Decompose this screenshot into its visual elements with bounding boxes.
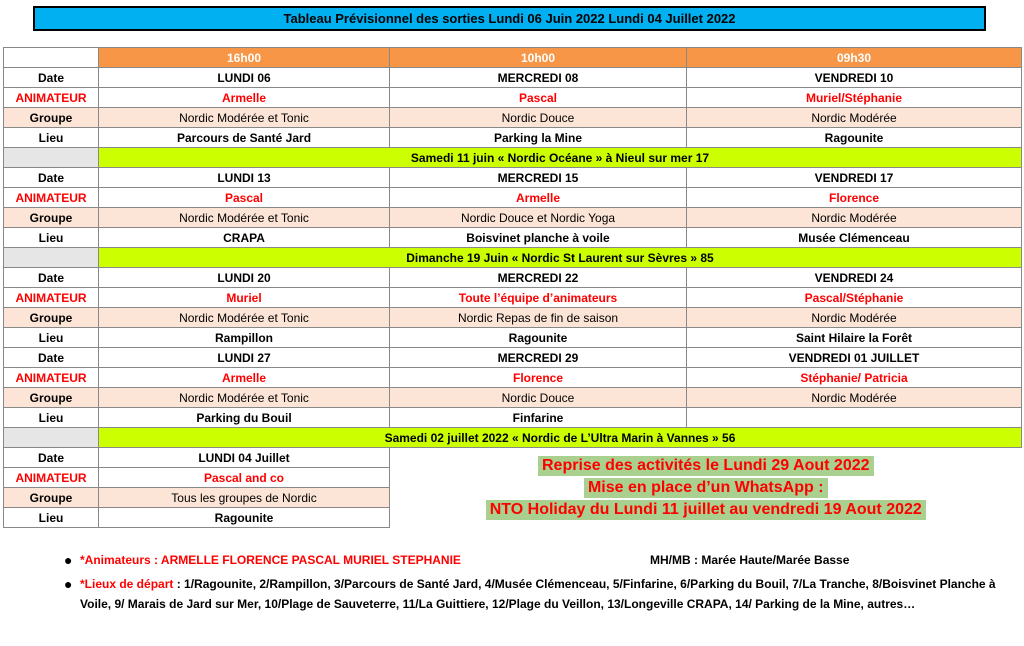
date-cell: MERCREDI 22 [390,268,687,288]
groupe-cell: Nordic Modérée [687,308,1022,328]
animateur-label: ANIMATEUR [4,188,99,208]
lieu-cell: Ragounite [99,508,390,528]
date-row-last [4,448,1022,468]
lieu-label: Lieu [4,128,99,148]
groupe-cell: Nordic Douce et Nordic Yoga [390,208,687,228]
event-cell: Samedi 02 juillet 2022 « Nordic de L’Ultra Marin à Vannes » 56 [99,428,1022,448]
date-cell: VENDREDI 01 JUILLET [687,348,1022,368]
lieux-cell: Rampillon [99,328,390,348]
animateur-label: ANIMATEUR [4,88,99,108]
lieux-cell: Parking la Mine [390,128,687,148]
animateur-cell: Muriel [99,288,390,308]
groupe-label: Groupe [4,488,99,508]
date-cell: LUNDI 06 [99,68,390,88]
event-label-blank [4,428,99,448]
dates-row [4,168,1022,188]
animateur-label: ANIMATEUR [4,288,99,308]
animateur-cell: Armelle [99,368,390,388]
date-label: Date [4,68,99,88]
lieux-cell: Parking du Bouil [99,408,390,428]
groupe-cell: Nordic Repas de fin de saison [390,308,687,328]
announcement-line: NTO Holiday du Lundi 11 juillet au vendredi 19 Aout 2022 [486,500,926,520]
groupes-row [4,388,1022,408]
animateurs-row [4,288,1022,308]
lieu-label: Lieu [4,328,99,348]
groupe-cell: Nordic Modérée et Tonic [99,308,390,328]
lieux-cell: Ragounite [390,328,687,348]
announcement-line: Reprise des activités le Lundi 29 Aout 2022 [538,456,874,476]
bullet-icon: ● [64,552,73,568]
animateurs-row [4,188,1022,208]
event-row [4,428,1022,448]
animateur-cell: Muriel/Stéphanie [687,88,1022,108]
announcement-line: Mise en place d’un WhatsApp : [584,478,828,498]
time-header-row [4,48,1022,68]
groupe-cell: Nordic Modérée et Tonic [99,208,390,228]
date-label: Date [4,348,99,368]
groupe-cell: Nordic Douce [390,108,687,128]
date-cell: VENDREDI 24 [687,268,1022,288]
groupe-cell: Nordic Modérée [687,388,1022,408]
lieux-cell: Boisvinet planche à voile [390,228,687,248]
lieux-cell [687,408,1022,428]
lieux-cell: Ragounite [687,128,1022,148]
date-cell: LUNDI 13 [99,168,390,188]
time-cell: 09h30 [687,48,1022,68]
date-label: Date [4,268,99,288]
event-cell: Dimanche 19 Juin « Nordic St Laurent sur Sèvres » 85 [99,248,1022,268]
groupe-cell: Nordic Modérée et Tonic [99,388,390,408]
animateurs-list: *Animateurs : ARMELLE FLORENCE PASCAL MURIEL STEPHANIE [80,553,461,567]
dates-row [4,68,1022,88]
animateur-cell: Armelle [390,188,687,208]
event-cell: Samedi 11 juin « Nordic Océane » à Nieul sur mer 17 [99,148,1022,168]
event-row [4,248,1022,268]
lieux-cell: Finfarine [390,408,687,428]
groupes-row [4,208,1022,228]
date-cell: LUNDI 04 Juillet [99,448,390,468]
header-blank [4,48,99,68]
animateur-label: ANIMATEUR [4,468,99,488]
lieux-row [4,408,1022,428]
time-cell: 16h00 [99,48,390,68]
animateur-cell: Pascal/Stéphanie [687,288,1022,308]
date-cell: LUNDI 27 [99,348,390,368]
event-label-blank [4,148,99,168]
event-label-blank [4,248,99,268]
groupe-label: Groupe [4,108,99,128]
lieu-label: Lieu [4,508,99,528]
groupe-label: Groupe [4,308,99,328]
animateur-cell: Stéphanie/ Patricia [687,368,1022,388]
event-row [4,148,1022,168]
date-label: Date [4,168,99,188]
dates-row [4,268,1022,288]
groupe-cell: Nordic Modérée et Tonic [99,108,390,128]
animateurs-row [4,88,1022,108]
groupe-cell: Nordic Modérée [687,208,1022,228]
date-cell: VENDREDI 17 [687,168,1022,188]
date-cell: MERCREDI 08 [390,68,687,88]
lieu-label: Lieu [4,228,99,248]
groupe-cell: Tous les groupes de Nordic [99,488,390,508]
tide-legend: MH/MB : Marée Haute/Marée Basse [650,553,850,567]
bullet-icon: ● [64,576,73,592]
lieu-label: Lieu [4,408,99,428]
lieux-cell: Parcours de Santé Jard [99,128,390,148]
lieux-list: : 1/Ragounite, 2/Rampillon, 3/Parcours de Santé Jard, 4/Musée Clémenceau, 5/Finfarine, 6/Parking du Bouil, 7/La Tranche, 8/Boisvinet Planche à Voile, 9/ Marais de Jard sur Mer, 10/Plage de Sauveterre, 11/La Guittiere, 12/Plage du Veillon, 13/Longeville CRAPA, 14/ Parking de la Mine, autres… [80,577,996,611]
animateur-cell: Toute l’équipe d’animateurs [390,288,687,308]
groupe-cell: Nordic Douce [390,388,687,408]
schedule-table [3,47,1022,528]
animateur-cell: Florence [390,368,687,388]
groupes-row [4,308,1022,328]
animateur-cell: Armelle [99,88,390,108]
animateurs-row [4,368,1022,388]
lieux-label: *Lieux de départ [80,577,174,591]
lieux-cell: Saint Hilaire la Forêt [687,328,1022,348]
date-label: Date [4,448,99,468]
time-cell: 10h00 [390,48,687,68]
lieux-cell: Musée Clémenceau [687,228,1022,248]
animateur-cell: Pascal and co [99,468,390,488]
lieux-row [4,328,1022,348]
lieux-row [4,128,1022,148]
date-cell: VENDREDI 10 [687,68,1022,88]
date-cell: MERCREDI 29 [390,348,687,368]
groupe-label: Groupe [4,208,99,228]
animateur-cell: Pascal [390,88,687,108]
animateurs-bullet [60,550,1010,570]
footer-notes [60,550,1010,614]
groupe-cell: Nordic Modérée [687,108,1022,128]
lieux-bullet [60,574,1010,614]
groupe-label: Groupe [4,388,99,408]
groupes-row [4,108,1022,128]
animateur-label: ANIMATEUR [4,368,99,388]
page-title: Tableau Prévisionnel des sorties Lundi 06 Juin 2022 Lundi 04 Juillet 2022 [33,6,986,31]
animateur-cell: Pascal [99,188,390,208]
date-cell: MERCREDI 15 [390,168,687,188]
dates-row [4,348,1022,368]
date-cell: LUNDI 20 [99,268,390,288]
lieux-cell: CRAPA [99,228,390,248]
announcements [390,448,1022,528]
animateur-cell: Florence [687,188,1022,208]
lieux-row [4,228,1022,248]
